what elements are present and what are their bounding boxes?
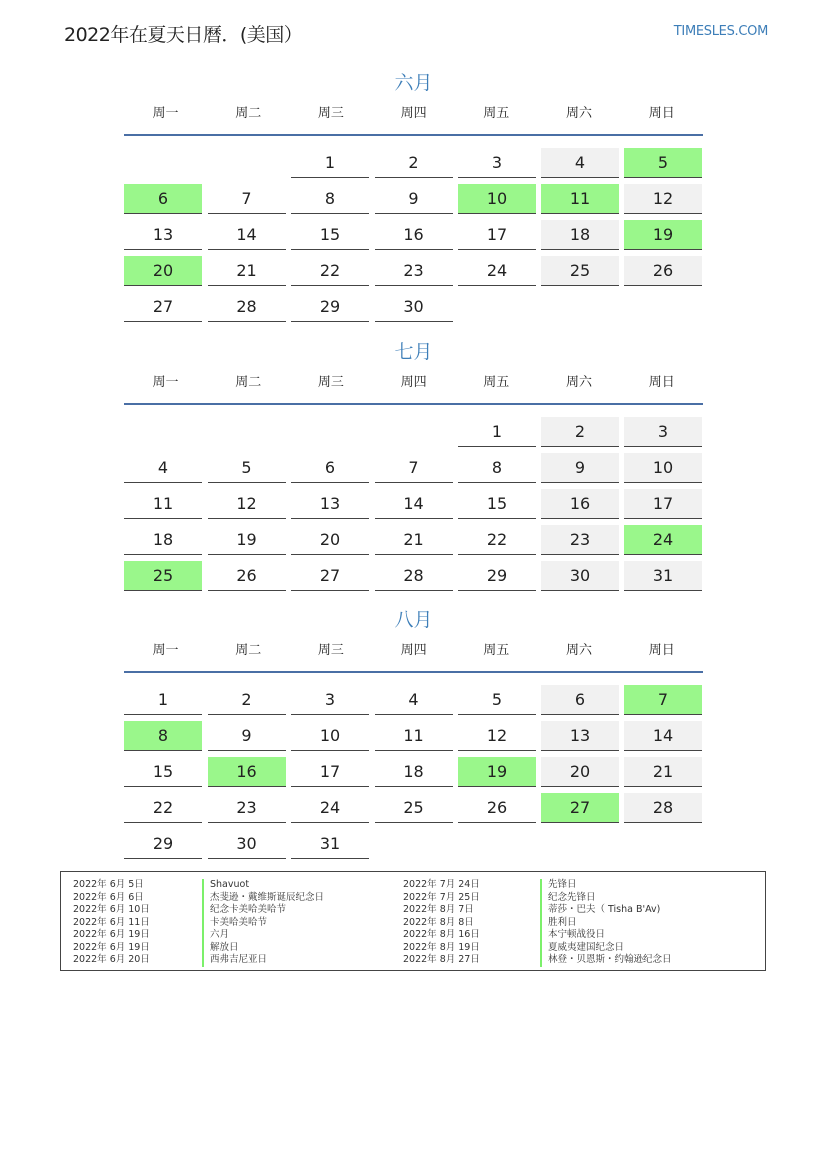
day-cell: 5 bbox=[458, 685, 536, 715]
day-cell: 11 bbox=[124, 489, 202, 519]
day-cell: 17 bbox=[458, 220, 536, 250]
holiday-date: 2022年 8月 19日 bbox=[403, 941, 480, 953]
holiday-name: 本宁顿战役日 bbox=[540, 929, 605, 942]
day-cell: 19 bbox=[208, 525, 286, 555]
weekday-header bbox=[124, 96, 703, 126]
day-cell: 3 bbox=[291, 685, 369, 715]
holiday-name: 林登・贝恩斯・约翰逊纪念日 bbox=[540, 954, 672, 967]
holiday-day-cell: 6 bbox=[124, 184, 202, 214]
weekend-day-cell: 20 bbox=[541, 757, 619, 787]
holiday-date: 2022年 6月 10日 bbox=[73, 904, 150, 915]
weekday-label: 周四 bbox=[400, 105, 427, 121]
day-cell: 24 bbox=[291, 793, 369, 823]
holiday-date: 2022年 7月 24日 bbox=[403, 879, 480, 890]
weekday-header bbox=[124, 365, 703, 395]
day-cell: 23 bbox=[375, 256, 453, 286]
holiday-day-cell: 5 bbox=[624, 148, 702, 178]
weekend-day-cell: 21 bbox=[624, 757, 702, 787]
holiday-day-cell: 8 bbox=[124, 721, 202, 751]
holiday-day-cell: 19 bbox=[624, 220, 702, 250]
day-cell: 31 bbox=[291, 829, 369, 859]
site-link[interactable]: TIMESLES.COM bbox=[673, 24, 768, 39]
holiday-date: 2022年 6月 5日 bbox=[73, 879, 144, 890]
weekend-day-cell: 17 bbox=[624, 489, 702, 519]
month-title: 八月 bbox=[394, 609, 433, 631]
day-cell: 13 bbox=[124, 220, 202, 250]
day-cell: 15 bbox=[458, 489, 536, 519]
day-cell: 15 bbox=[124, 757, 202, 787]
holiday-date: 2022年 6月 11日 bbox=[73, 916, 150, 928]
day-cell: 1 bbox=[458, 417, 536, 447]
day-cell: 16 bbox=[375, 220, 453, 250]
holiday-legend bbox=[60, 871, 766, 971]
holiday-name: 卡美哈美哈节 bbox=[202, 917, 267, 930]
holiday-day-cell: 11 bbox=[541, 184, 619, 214]
day-cell: 7 bbox=[208, 184, 286, 214]
day-cell: 21 bbox=[208, 256, 286, 286]
day-cell: 27 bbox=[124, 292, 202, 322]
weekend-day-cell: 30 bbox=[541, 561, 619, 591]
holiday-date: 2022年 6月 19日 bbox=[73, 929, 150, 940]
weekday-label: 周一 bbox=[152, 374, 179, 390]
day-cell: 22 bbox=[291, 256, 369, 286]
holiday-day-cell: 7 bbox=[624, 685, 702, 715]
weekday-label: 周日 bbox=[648, 105, 675, 121]
day-cell: 29 bbox=[291, 292, 369, 322]
day-cell: 20 bbox=[291, 525, 369, 555]
day-cell: 15 bbox=[291, 220, 369, 250]
weekday-label: 周三 bbox=[317, 374, 344, 390]
holiday-date: 2022年 8月 16日 bbox=[403, 929, 480, 940]
holiday-name: 先锋日 bbox=[540, 879, 577, 892]
month-title: 六月 bbox=[394, 72, 433, 94]
day-cell: 28 bbox=[208, 292, 286, 322]
holiday-date: 2022年 8月 8日 bbox=[403, 916, 474, 928]
day-cell: 2 bbox=[375, 148, 453, 178]
day-cell: 8 bbox=[291, 184, 369, 214]
holiday-name: 纪念先锋日 bbox=[540, 892, 596, 905]
weekend-day-cell: 3 bbox=[624, 417, 702, 447]
day-cell: 9 bbox=[208, 721, 286, 751]
holiday-name: 西弗吉尼亚日 bbox=[202, 954, 267, 967]
day-cell: 6 bbox=[291, 453, 369, 483]
holiday-name: 纪念卡美哈美哈节 bbox=[202, 904, 286, 917]
weekend-day-cell: 12 bbox=[624, 184, 702, 214]
holiday-day-cell: 16 bbox=[208, 757, 286, 787]
day-cell: 23 bbox=[208, 793, 286, 823]
day-cell: 27 bbox=[291, 561, 369, 591]
weekend-day-cell: 9 bbox=[541, 453, 619, 483]
day-cell: 12 bbox=[208, 489, 286, 519]
weekday-label: 周六 bbox=[566, 374, 593, 390]
day-cell: 29 bbox=[458, 561, 536, 591]
header-rule bbox=[124, 403, 703, 405]
day-cell: 18 bbox=[375, 757, 453, 787]
day-cell: 18 bbox=[124, 525, 202, 555]
day-cell: 5 bbox=[208, 453, 286, 483]
day-cell: 2 bbox=[208, 685, 286, 715]
month-title: 七月 bbox=[394, 341, 433, 363]
day-cell: 1 bbox=[291, 148, 369, 178]
day-cell: 4 bbox=[124, 453, 202, 483]
day-cell: 24 bbox=[458, 256, 536, 286]
page-title: 2022年在夏天日曆．(美国） bbox=[64, 24, 303, 46]
weekday-label: 周六 bbox=[566, 642, 593, 658]
weekday-label: 周三 bbox=[317, 105, 344, 121]
holiday-name: 蒂莎・巴夫（ Tisha B'Av) bbox=[540, 904, 660, 917]
weekday-label: 周五 bbox=[483, 374, 510, 390]
month-calendar bbox=[124, 605, 703, 853]
weekday-label: 周二 bbox=[235, 642, 262, 658]
weekday-label: 周日 bbox=[648, 374, 675, 390]
header-rule bbox=[124, 134, 703, 136]
day-cell: 13 bbox=[291, 489, 369, 519]
day-cell: 21 bbox=[375, 525, 453, 555]
weekend-day-cell: 28 bbox=[624, 793, 702, 823]
day-cell: 1 bbox=[124, 685, 202, 715]
weekend-day-cell: 13 bbox=[541, 721, 619, 751]
weekend-day-cell: 18 bbox=[541, 220, 619, 250]
weekday-label: 周五 bbox=[483, 642, 510, 658]
holiday-day-cell: 10 bbox=[458, 184, 536, 214]
holiday-date: 2022年 7月 25日 bbox=[403, 891, 480, 903]
day-cell: 26 bbox=[458, 793, 536, 823]
weekend-day-cell: 26 bbox=[624, 256, 702, 286]
header-rule bbox=[124, 671, 703, 673]
weekday-label: 周二 bbox=[235, 105, 262, 121]
day-cell: 28 bbox=[375, 561, 453, 591]
holiday-date: 2022年 6月 19日 bbox=[73, 941, 150, 953]
holiday-day-cell: 27 bbox=[541, 793, 619, 823]
day-cell: 17 bbox=[291, 757, 369, 787]
weekday-label: 周六 bbox=[566, 105, 593, 121]
day-cell: 3 bbox=[458, 148, 536, 178]
weekday-label: 周三 bbox=[317, 642, 344, 658]
holiday-date: 2022年 8月 27日 bbox=[403, 954, 480, 965]
day-cell: 14 bbox=[375, 489, 453, 519]
holiday-name: 六月 bbox=[202, 929, 229, 942]
day-cell: 9 bbox=[375, 184, 453, 214]
weekday-label: 周一 bbox=[152, 105, 179, 121]
holiday-date: 2022年 8月 7日 bbox=[403, 904, 474, 915]
holiday-name: 胜利日 bbox=[540, 917, 577, 930]
weekend-day-cell: 4 bbox=[541, 148, 619, 178]
day-cell: 12 bbox=[458, 721, 536, 751]
day-cell: 30 bbox=[375, 292, 453, 322]
holiday-date: 2022年 6月 6日 bbox=[73, 891, 144, 903]
weekday-label: 周四 bbox=[400, 642, 427, 658]
weekend-day-cell: 25 bbox=[541, 256, 619, 286]
weekend-day-cell: 2 bbox=[541, 417, 619, 447]
holiday-day-cell: 20 bbox=[124, 256, 202, 286]
day-cell: 8 bbox=[458, 453, 536, 483]
weekend-day-cell: 23 bbox=[541, 525, 619, 555]
day-cell: 11 bbox=[375, 721, 453, 751]
day-cell: 14 bbox=[208, 220, 286, 250]
holiday-name: 杰斐逊・戴维斯诞辰纪念日 bbox=[202, 892, 324, 905]
day-cell: 10 bbox=[291, 721, 369, 751]
day-cell: 7 bbox=[375, 453, 453, 483]
weekend-day-cell: 6 bbox=[541, 685, 619, 715]
weekday-label: 周日 bbox=[648, 642, 675, 658]
weekday-label: 周五 bbox=[483, 105, 510, 121]
holiday-day-cell: 25 bbox=[124, 561, 202, 591]
weekday-label: 周四 bbox=[400, 374, 427, 390]
day-cell: 22 bbox=[124, 793, 202, 823]
weekend-day-cell: 16 bbox=[541, 489, 619, 519]
day-cell: 29 bbox=[124, 829, 202, 859]
day-cell: 4 bbox=[375, 685, 453, 715]
month-calendar bbox=[124, 68, 703, 316]
holiday-day-cell: 19 bbox=[458, 757, 536, 787]
holiday-name: 解放日 bbox=[202, 942, 239, 955]
day-cell: 26 bbox=[208, 561, 286, 591]
month-calendar bbox=[124, 337, 703, 585]
holiday-name: Shavuot bbox=[202, 879, 249, 892]
weekend-day-cell: 14 bbox=[624, 721, 702, 751]
day-cell: 22 bbox=[458, 525, 536, 555]
day-cell: 25 bbox=[375, 793, 453, 823]
holiday-day-cell: 24 bbox=[624, 525, 702, 555]
weekday-header bbox=[124, 633, 703, 663]
weekday-label: 周一 bbox=[152, 642, 179, 658]
weekend-day-cell: 10 bbox=[624, 453, 702, 483]
day-cell: 30 bbox=[208, 829, 286, 859]
weekday-label: 周二 bbox=[235, 374, 262, 390]
holiday-name: 夏威夷建国纪念日 bbox=[540, 942, 624, 955]
holiday-date: 2022年 6月 20日 bbox=[73, 954, 150, 965]
weekend-day-cell: 31 bbox=[624, 561, 702, 591]
